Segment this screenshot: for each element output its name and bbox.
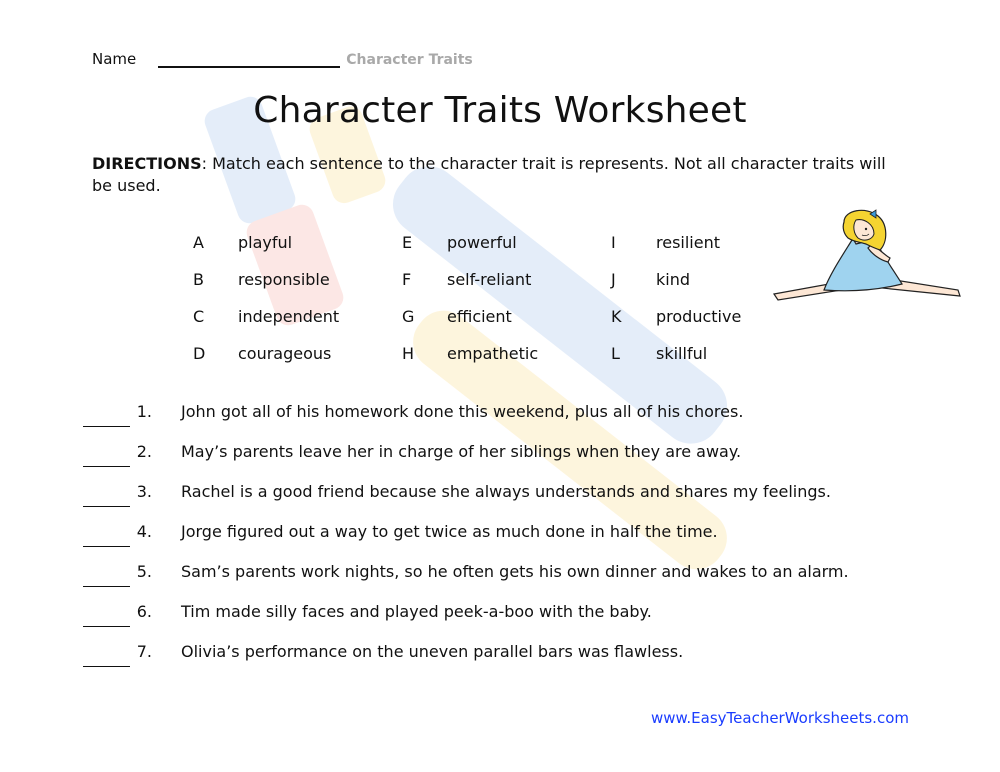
trait-word: skillful: [656, 344, 708, 363]
question-text: Tim made silly faces and played peek-a-boo with the baby.: [181, 602, 652, 621]
trait-word: independent: [238, 307, 340, 326]
name-input-line[interactable]: [158, 44, 340, 68]
directions-text: : Match each sentence to the character trait is represents. Not all character traits will be used.: [92, 154, 886, 195]
question-number: 5.: [136, 562, 152, 581]
trait-word: responsible: [238, 270, 330, 289]
worksheet-topic: Character Traits: [346, 52, 473, 68]
trait-word: playful: [238, 233, 293, 252]
trait-letter: E: [402, 233, 413, 252]
question-text: Sam’s parents work nights, so he often gets his own dinner and wakes to an alarm.: [181, 562, 849, 581]
trait-letter: B: [193, 270, 204, 289]
trait-letter: F: [402, 270, 412, 289]
trait-word: kind: [656, 270, 691, 289]
directions: [92, 153, 902, 197]
trait-letter: C: [193, 307, 205, 326]
question-number: 6.: [136, 602, 152, 621]
question-number: 4.: [136, 522, 152, 541]
trait-letter: A: [193, 233, 204, 252]
question-text: John got all of his homework done this weekend, plus all of his chores.: [181, 402, 744, 421]
answer-blank[interactable]: [83, 528, 130, 547]
page-title: Character Traits Worksheet: [253, 90, 747, 131]
answer-blank[interactable]: [83, 568, 130, 587]
trait-word: efficient: [447, 307, 512, 326]
answer-blank[interactable]: [83, 448, 130, 467]
name-label: Name: [92, 50, 137, 68]
trait-letter: K: [611, 307, 622, 326]
answer-blank[interactable]: [83, 648, 130, 667]
trait-letter: H: [402, 344, 415, 363]
question-number: 7.: [136, 642, 152, 661]
question-text: Jorge figured out a way to get twice as much done in half the time.: [181, 522, 718, 541]
trait-letter: D: [193, 344, 206, 363]
trait-letter: I: [611, 233, 616, 252]
trait-word: resilient: [656, 233, 720, 252]
name-header: [92, 44, 473, 68]
trait-word: self-reliant: [447, 270, 532, 289]
trait-word: empathetic: [447, 344, 539, 363]
answer-blank[interactable]: [83, 408, 130, 427]
trait-letter: J: [611, 270, 616, 289]
answer-blank[interactable]: [83, 608, 130, 627]
question-number: 2.: [136, 442, 152, 461]
question-text: May’s parents leave her in charge of her siblings when they are away.: [181, 442, 742, 461]
trait-word: productive: [656, 307, 742, 326]
directions-label: DIRECTIONS: [92, 154, 202, 173]
trait-letter: L: [611, 344, 620, 363]
question-number: 1.: [136, 402, 152, 421]
trait-word: powerful: [447, 233, 517, 252]
trait-letter: G: [402, 307, 415, 326]
question-number: 3.: [136, 482, 152, 501]
trait-word: courageous: [238, 344, 332, 363]
footer-website-link[interactable]: www.EasyTeacherWorksheets.com: [650, 709, 909, 727]
question-text: Olivia’s performance on the uneven parallel bars was flawless.: [181, 642, 684, 661]
dancing-girl-illustration: [770, 208, 965, 308]
question-text: Rachel is a good friend because she always understands and shares my feelings.: [181, 482, 831, 501]
answer-blank[interactable]: [83, 488, 130, 507]
